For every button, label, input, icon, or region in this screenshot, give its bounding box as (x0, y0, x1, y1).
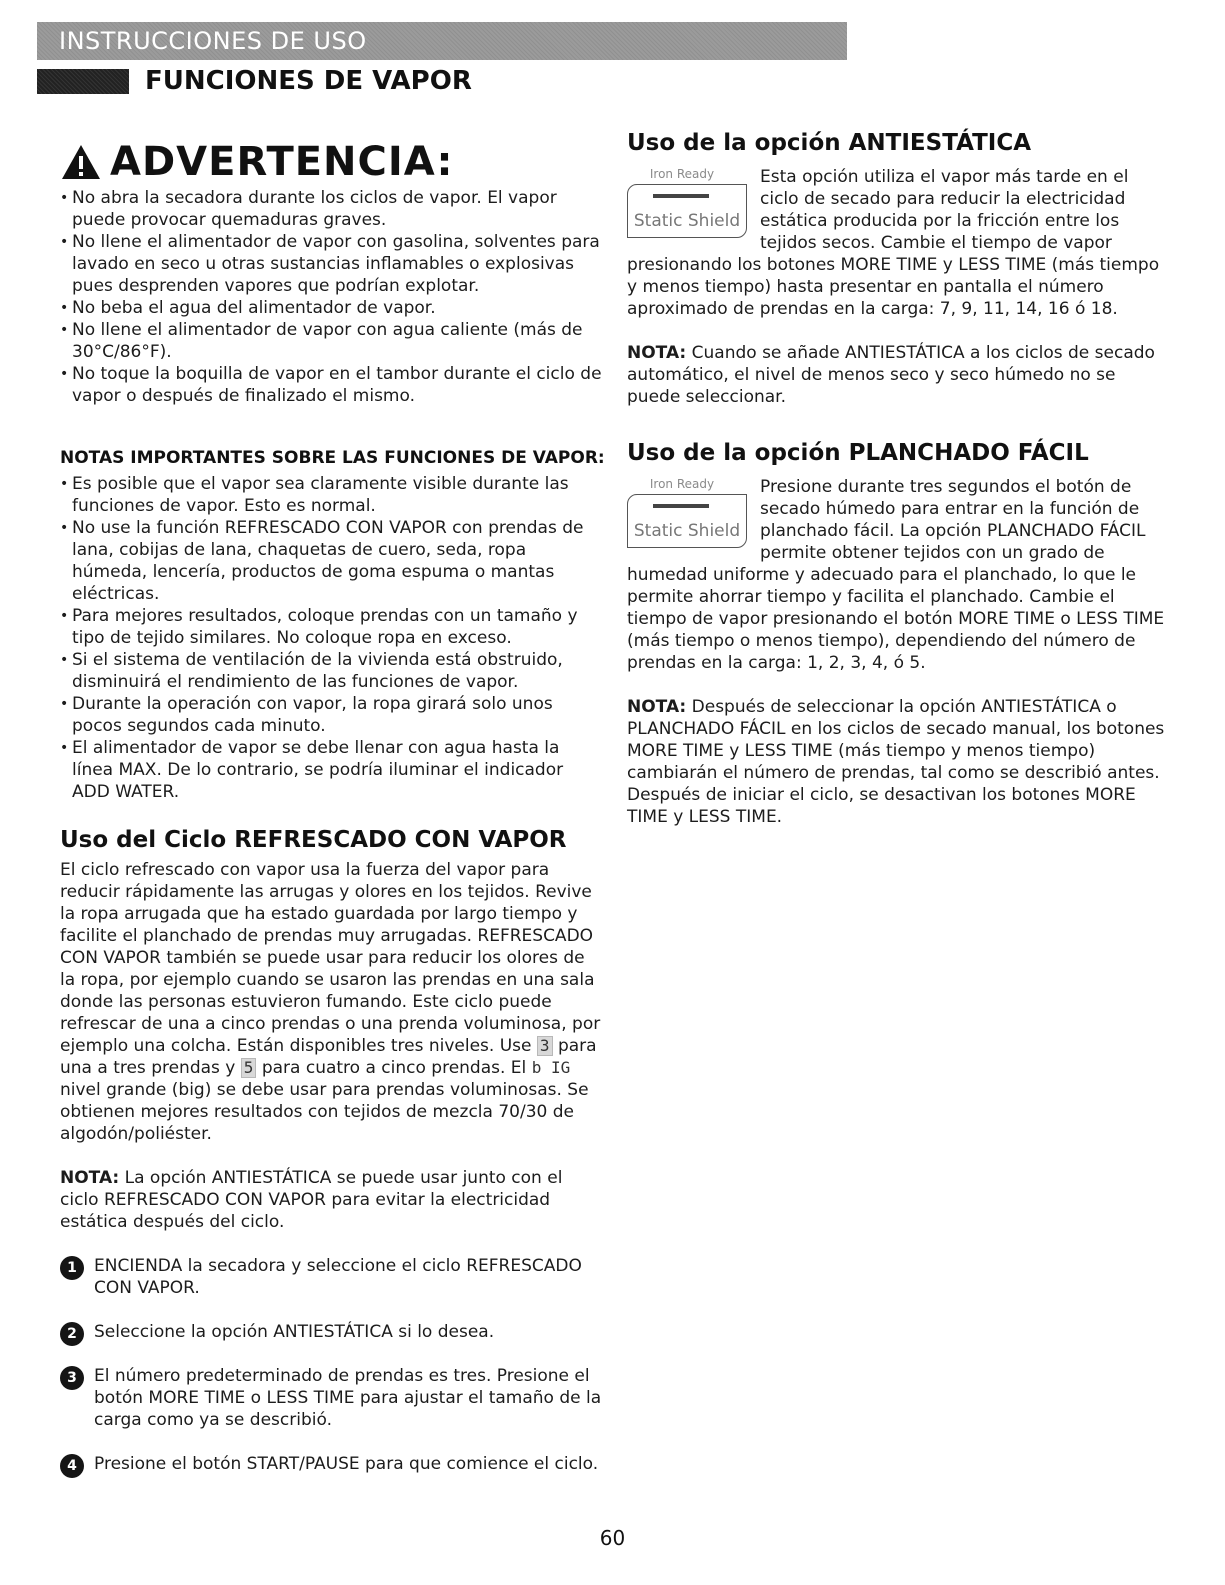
warning-item: • No llene el alimentador de vapor con agua caliente (más de 30°C/86°F). (60, 319, 605, 363)
header-banner (37, 22, 847, 60)
notes-list (60, 473, 605, 803)
step-item (60, 1365, 605, 1431)
notes-item: • Es posible que el vapor sea claramente visible durante las funciones de vapor. Esto es normal. (60, 473, 605, 517)
note-text: Cuando se añade ANTIESTÁTICA a los ciclos de secado automático, el nivel de menos seco y seco húmedo no se puede seleccionar. (627, 343, 1155, 407)
note-text: La opción ANTIESTÁTICA se puede usar junto con el ciclo REFRESCADO CON VAPOR para evitar la electricidad estática después del ciclo. (60, 1168, 563, 1232)
notes-item: • Para mejores resultados, coloque prendas con un tamaño y tipo de tejido similares. No coloque ropa en exceso. (60, 605, 605, 649)
easyiron-text: Presione durante tres segundos el botón de secado húmedo para entrar en la función de planchado fácil. La opción PLANCHADO FÁCIL permite obtener tejidos con un grado de humedad uniforme y adecuado para el planchado, lo que le permite ahorrar tiempo y facilita el planchado. Cambie el tiempo de vapor presionando el botón MORE TIME o LESS TIME (más tiempo o menos tiempo), dependiendo del número de prendas en la carga: 1, 2, 3, 4, ó 5. (627, 477, 1165, 673)
warning-icon (60, 143, 102, 181)
antistatic-title: Uso de la opción ANTIESTÁTICA (627, 130, 1032, 156)
warning-header (60, 137, 605, 187)
section-header (37, 66, 637, 96)
refresh-title: Uso del Ciclo REFRESCADO CON VAPOR (60, 827, 567, 853)
section-marker (37, 69, 129, 94)
warning-item: • No beba el agua del alimentador de vapor. (60, 297, 605, 319)
easyiron-title: Uso de la opción PLANCHADO FÁCIL (627, 440, 1089, 466)
step-text: ENCIENDA la secadora y seleccione el ciclo REFRESCADO CON VAPOR. (94, 1256, 582, 1298)
refresh-text-3: para cuatro a cinco prendas. El (261, 1058, 527, 1078)
step-item (60, 1321, 605, 1343)
warning-item: • No llene el alimentador de vapor con gasolina, solventes para lavado en seco u otras sustancias inflamables o explosivas pues desprenden vapores que podrían explotar. (60, 231, 605, 297)
easyiron-block (627, 476, 1167, 674)
note-label: NOTA: (60, 1168, 120, 1188)
left-column (60, 137, 605, 1475)
antistatic-note (627, 342, 1167, 408)
step-number-icon: 3 (60, 1366, 84, 1390)
notes-item: • El alimentador de vapor se debe llenar con agua hasta la línea MAX. De lo contrario, se podría iluminar el indicador ADD WATER. (60, 737, 605, 803)
level-display-3: 3 (537, 1036, 553, 1056)
notes-item: • No use la función REFRESCADO CON VAPOR con prendas de lana, cobijas de lana, chaquetas de cuero, seda, ropa húmeda, lencería, productos de goma espuma o mantas eléctricas. (60, 517, 605, 605)
warning-title: ADVERTENCIA: (110, 139, 454, 185)
refresh-text-4: nivel grande (big) se debe usar para prendas voluminosas. Se obtienen mejores resultados con tejidos de mezcla 70/30 de algodón/poliéster. (60, 1080, 589, 1144)
refresh-text-2: para una a tres prendas y (60, 1036, 597, 1078)
antistatic-text: Esta opción utiliza el vapor más tarde en el ciclo de secado para reducir la electricidad estática producida por la fricción entre los tejidos secos. Cambie el tiempo de vapor presionando los botones MORE TIME y LESS TIME (más tiempo y menos tiempo) hasta presentar en pantalla el número aproximado de prendas en la carga: 7, 9, 11, 14, 16 ó 18. (627, 167, 1160, 319)
step-text: Seleccione la opción ANTIESTÁTICA si lo desea. (94, 1322, 495, 1342)
step-text: Presione el botón START/PAUSE para que comience el ciclo. (94, 1454, 599, 1474)
refresh-note (60, 1167, 605, 1233)
antistatic-block (627, 166, 1167, 320)
step-item (60, 1453, 605, 1475)
note-label: NOTA: (627, 343, 687, 363)
notes-title: NOTAS IMPORTANTES SOBRE LAS FUNCIONES DE VAPOR: (60, 448, 605, 468)
control-panel-illustration (627, 476, 752, 548)
indicator-light-icon (653, 194, 709, 198)
iron-ready-label: Iron Ready (649, 477, 715, 491)
control-panel-illustration (627, 166, 752, 238)
iron-ready-label: Iron Ready (649, 167, 715, 181)
notes-item: • Si el sistema de ventilación de la vivienda está obstruido, disminuirá el rendimiento de las funciones de vapor. (60, 649, 605, 693)
refresh-paragraph (60, 859, 605, 1145)
step-number-icon: 4 (60, 1454, 84, 1478)
level-display-big: b IG (531, 1058, 571, 1077)
indicator-light-icon (653, 504, 709, 508)
refresh-text-1: El ciclo refrescado con vapor usa la fuerza del vapor para reducir rápidamente las arrugas y olores en los tejidos. Revive la ropa arrugada que ha estado guardada por largo tiempo y facilite el planchado de prendas muy arrugadas. REFRESCADO CON VAPOR también se puede usar para reducir los olores de la ropa, por ejemplo cuando se usaron las prendas en una sala donde las personas estuvieron fumando. Este ciclo puede refrescar de una a cinco prendas o una prenda voluminosa, por ejemplo una colcha. Están disponibles tres niveles. Use (60, 860, 601, 1056)
step-item (60, 1255, 605, 1299)
warning-list (60, 187, 605, 407)
section-title: FUNCIONES DE VAPOR (145, 66, 472, 96)
warning-item: • No toque la boquilla de vapor en el tambor durante el ciclo de vapor o después de finalizado el mismo. (60, 363, 605, 407)
page-number: 60 (599, 1526, 626, 1550)
static-shield-label: Static Shield (633, 211, 741, 231)
right-column (627, 128, 1167, 828)
static-shield-label: Static Shield (633, 521, 741, 541)
note-label: NOTA: (627, 697, 687, 717)
step-text: El número predeterminado de prendas es tres. Presione el botón MORE TIME o LESS TIME para ajustar el tamaño de la carga como ya se describió. (94, 1366, 602, 1430)
warning-item: • No abra la secadora durante los ciclos de vapor. El vapor puede provocar quemaduras graves. (60, 187, 605, 231)
easyiron-note (627, 696, 1167, 828)
notes-item: • Durante la operación con vapor, la ropa girará solo unos pocos segundos cada minuto. (60, 693, 605, 737)
step-number-icon: 2 (60, 1322, 84, 1346)
step-number-icon: 1 (60, 1256, 84, 1280)
note-text: Después de seleccionar la opción ANTIESTÁTICA o PLANCHADO FÁCIL en los ciclos de secado manual, los botones MORE TIME y LESS TIME (más tiempo y menos tiempo) cambiarán el número de prendas, tal como se describió antes. Después de iniciar el ciclo, se desactivan los botones MORE TIME y LESS TIME. (627, 697, 1165, 827)
banner-title: INSTRUCCIONES DE USO (59, 27, 367, 55)
level-display-5: 5 (241, 1058, 257, 1078)
